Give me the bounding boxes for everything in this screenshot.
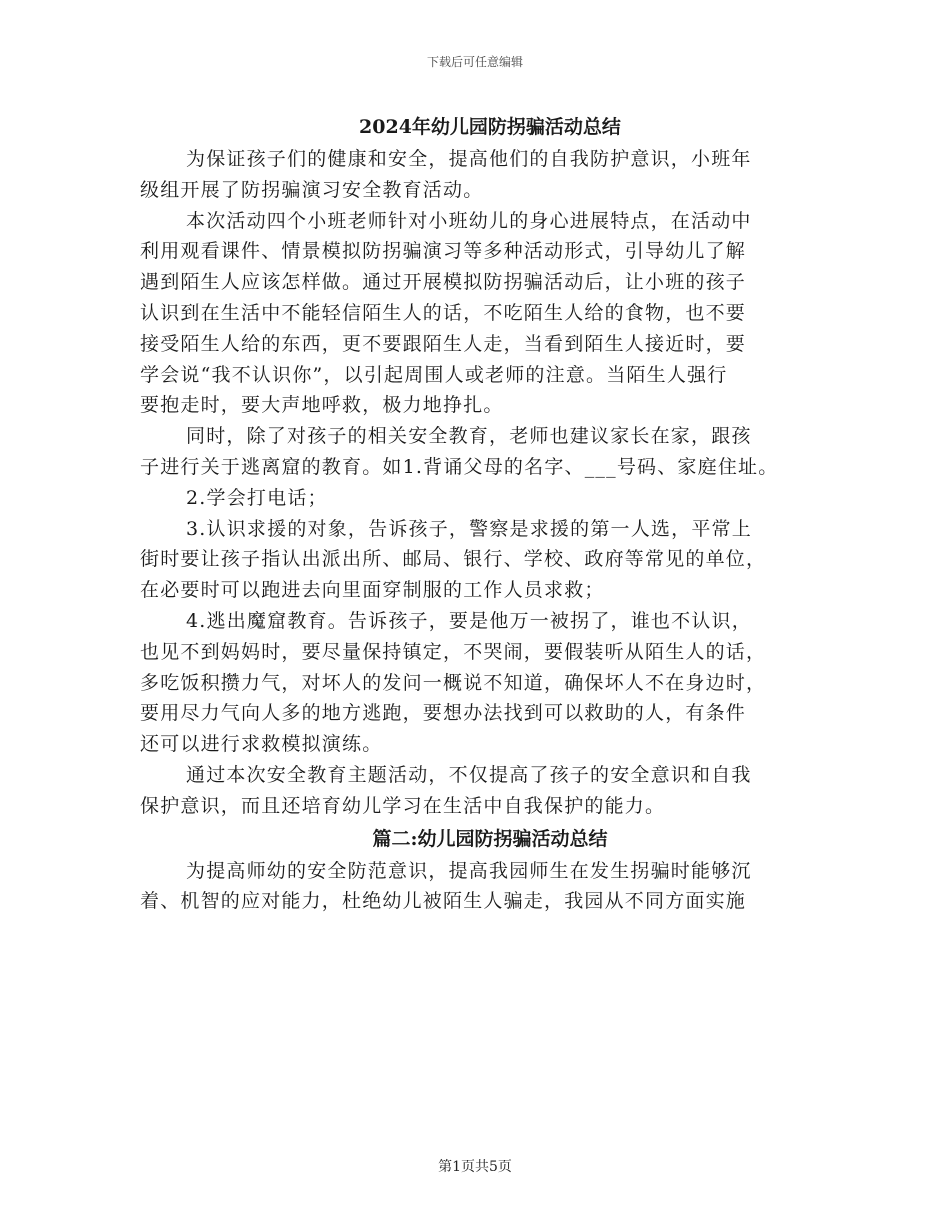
paragraph-line: 遇到陌生人应该怎样做。通过开展模拟防拐骗活动后，让小班的孩子 [140,271,747,294]
paragraph-line: 2.学会打电话； [186,486,328,509]
paragraph-line: 同时，除了对孩子的相关安全教育，老师也建议家长在家，跟孩 [186,425,752,448]
paragraph-line: 学会说“我不认识你”，以引起周围人或老师的注意。当陌生人强行 [140,363,728,386]
paragraph-line: 利用观看课件、情景模拟防拐骗演习等多种活动形式，引导幼儿了解 [140,240,747,263]
page-header-note: 下载后可任意编辑 [426,55,523,69]
page-number: 第1页共5页 [438,1159,512,1175]
paragraph-line: 为保证孩子们的健康和安全，提高他们的自我防护意识，小班年 [186,148,752,170]
paragraph-line: 也见不到妈妈时，要尽量保持镇定，不哭闹，要假装听从陌生人的话， [140,640,767,663]
paragraph-line: 在必要时可以跑进去向里面穿制服的工作人员求救； [140,579,605,602]
paragraph-line: 为提高师幼的安全防范意识，提高我园师生在发生拐骗时能够沉 [186,859,752,882]
paragraph-line: 保护意识，而且还培育幼儿学习在生活中自我保护的能力。 [140,794,666,817]
paragraph-line: 通过本次安全教育主题活动，不仅提高了孩子的安全意识和自我 [186,763,752,786]
paragraph-line: 级组开展了防拐骗演习安全教育活动。 [140,178,484,201]
paragraph-line: 4.逃出魔窟教育。告诉孩子，要是他万一被拐了，谁也不认识， [186,609,752,632]
paragraph-line: 要用尽力气向人多的地方逃跑，要想办法找到可以救助的人，有条件 [140,702,747,725]
paragraph-line: 子进行关于逃离窟的教育。如1.背诵父母的名字、___号码、家庭住址。 [140,455,779,478]
paragraph-line: 3.认识求援的对象，告诉孩子，警察是求援的第一人选，平常上 [186,517,752,540]
section-title: 篇二:幼儿园防拐骗活动总结 [372,827,608,850]
paragraph-line: 要抱走时，要大声地呼救，极力地挣扎。 [140,394,504,417]
paragraph-line: 本次活动四个小班老师针对小班幼儿的身心进展特点，在活动中 [186,209,752,232]
document-title: 2024年幼儿园防拐骗活动总结 [359,116,621,138]
paragraph-line: 多吃饭积攒力气，对坏人的发问一概说不知道，确保坏人不在身边时， [140,671,767,694]
paragraph-line: 接受陌生人给的东西，更不要跟陌生人走，当看到陌生人接近时，要 [140,332,747,355]
paragraph-line: 着、机智的应对能力，杜绝幼儿被陌生人骗走，我园从不同方面实施 [140,890,747,913]
paragraph-line: 还可以进行求救模拟演练。 [140,733,383,756]
paragraph-line: 认识到在生活中不能轻信陌生人的话，不吃陌生人给的食物，也不要 [140,301,747,324]
paragraph-line: 街时要让孩子指认出派出所、邮局、银行、学校、政府等常见的单位， [140,548,767,571]
document-body [140,110,820,917]
